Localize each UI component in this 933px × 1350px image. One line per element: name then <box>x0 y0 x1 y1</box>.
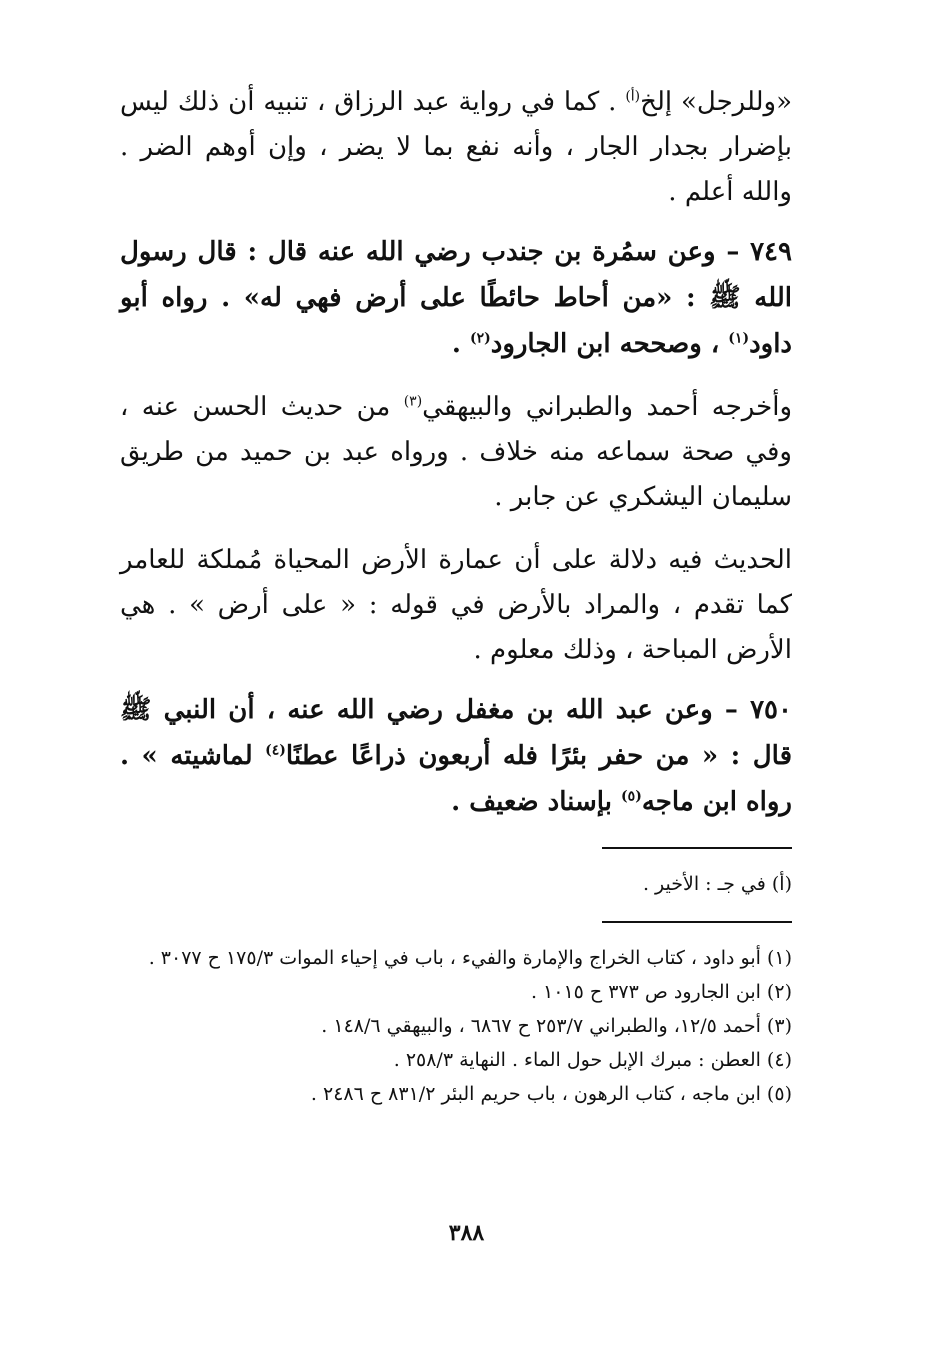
footnote-1: (١) أبو داود ، كتاب الخراج والإمارة والفيء ، باب في إحياء الموات ١٧٥/٣ ح ٣٠٧٧ . <box>148 947 792 969</box>
page-number: ٣٨٨ <box>448 1220 485 1246</box>
text-run: ٧٤٩ – وعن سمُرة بن جندب رضي الله عنه قال : قال رسول الله ﷺ : «من أحاط حائطًا على أرض فهي له» . رواه أبو داود <box>120 237 792 359</box>
footnote-divider <box>602 921 792 923</box>
hadith-750 <box>120 687 792 825</box>
footnote-ref-5: (٥) <box>621 788 642 805</box>
footnote-4: (٤) العطن : مبرك الإبل حول الماء . النهاية ٢٥٨/٣ . <box>393 1049 792 1071</box>
page-body <box>120 80 792 1111</box>
text-run: «وللرجل» إلخ <box>640 87 792 117</box>
text-run: . <box>451 329 461 359</box>
commentary-paragraph <box>120 80 792 215</box>
text-run: ، وصححه ابن الجارود <box>490 329 720 359</box>
text-run: بإسناد ضعيف . <box>451 787 612 817</box>
text-run: من حديث الحسن عنه ، وفي صحة سماعه منه خلاف . ورواه عبد بن حميد من طريق سليمان اليشكري عن جابر . <box>120 392 792 512</box>
text-run: لماشيته » . رواه ابن ماجه <box>120 741 792 817</box>
footnote-ref-alpha: (أ) <box>625 88 641 105</box>
footnote-ref-3: (٣) <box>403 393 423 410</box>
footnotes-list <box>120 941 792 1111</box>
takhrij-paragraph <box>120 385 792 520</box>
footnote-alpha: (أ) في جـ : الأخير . <box>642 873 792 895</box>
footnote-5: (٥) ابن ماجه ، كتاب الرهون ، باب حريم البئر ٨٣١/٢ ح ٢٤٨٦ . <box>310 1083 792 1105</box>
hadith-749 <box>120 229 792 367</box>
text-run: . كما في رواية عبد الرزاق ، تنبيه أن ذلك ليس بإضرار بجدار الجار ، وأنه نفع بما لا يضر ، وإن أوهم الضر . والله أعلم . <box>120 87 793 207</box>
footnote-ref-2: (٢) <box>469 330 491 347</box>
explanation-paragraph: الحديث فيه دلالة على أن عمارة الأرض المحياة مُملكة للعامر كما تقدم ، والمراد بالأرض في قوله : « على أرض » . هي الأرض المباحة ، وذلك معلوم . <box>120 545 792 665</box>
text-run: وأخرجه أحمد والطبراني والبيهقي <box>422 392 793 422</box>
footnote-ref-4: (٤) <box>265 742 286 759</box>
footnote-ref-1: (١) <box>728 330 750 347</box>
footnote-3: (٣) أحمد ١٢/٥، والطبراني ٢٥٣/٧ ح ٦٨٦٧ ، والبيهقي ١٤٨/٦ . <box>321 1015 792 1037</box>
footnote-2: (٢) ابن الجارود ص ٣٧٣ ح ١٠١٥ . <box>530 981 792 1003</box>
text-run: ٧٥٠ – وعن عبد الله بن مغفل رضي الله عنه ، أن النبي ﷺ قال : « من حفر بئرًا فله أربعون ذراعًا عطنًا <box>120 695 792 771</box>
footnote-divider <box>602 847 792 849</box>
